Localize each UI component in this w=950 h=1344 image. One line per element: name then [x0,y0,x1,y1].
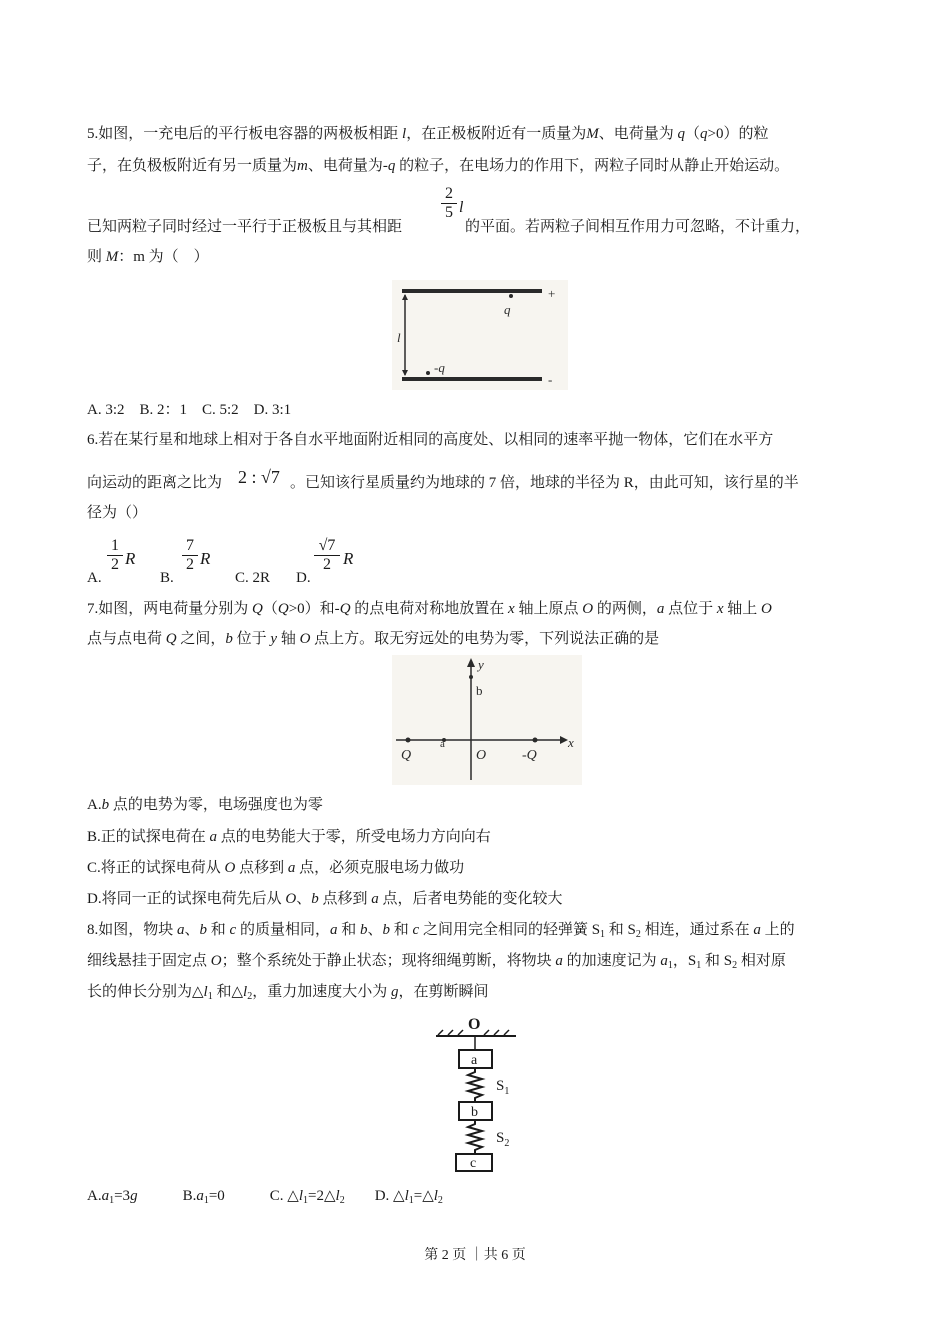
q8-line3: 长的伸长分别为$\triangle l_1$ 和$\triangle l_2$，重力加速度大小为 g，在剪断瞬间 [87,984,489,1002]
O-label: O [468,1016,481,1033]
q5-capacitor-figure [392,280,568,390]
q6-optD-label: D. [296,570,311,586]
q6-optB-R: R [200,549,211,568]
q7-optA: A.b 点的电势为零，电场强度也为零 [87,797,323,813]
spring-s2 [468,1120,482,1154]
y-label: y [478,657,484,672]
q8-options: $A.a_1=3g$ $B.a_1=0$ C. $\triangle l_1=2\triangle l_2$ D. $\triangle l_1=\triangle l_2$ [87,1188,443,1206]
x-label: x [568,735,574,750]
q8-spring-figure [430,1012,530,1174]
q6-line3: 径为（） [87,505,148,521]
negative-plate [402,377,542,381]
S1-subscript: 1 [504,1086,510,1097]
q8-line1: 8.如图，物块 a、b 和 c 的质量相同，a 和 b、b 和 c 之间用完全相同的轻弹簧 $S_1$ 和 $S_2$ 相连，通过系在 a 上的 [87,922,795,940]
q6-optA-R: R [125,549,136,568]
c-label: c [470,1156,477,1171]
O-label: O [476,748,487,763]
q6-optA-fraction [107,537,123,574]
q7-axes-figure [392,655,582,785]
spring-s1 [468,1068,482,1102]
numerator: 1 [111,537,119,554]
a-label: a [440,738,445,750]
q5-line1: 5.如图，一充电后的平行板电容器的两极板相距 l，在正极板附近有一质量为M、电荷量为 q（q>0）的粒 [87,126,769,142]
positive-charge-particle [509,294,513,298]
q7-optB: B.正的试探电荷在 a 点的电势能大于零，所受电场力方向向右 [87,829,491,845]
q5-fraction-variable: l [459,199,464,216]
q5-line3b: 的平面。若两粒子间相互作用力可忽略，不计重力， [465,219,811,235]
denominator: 2 [323,556,331,573]
charge-Q-point [406,738,411,743]
negative-charge-particle [426,371,430,375]
q5-options: A. 3:2 B. 2：1 C. 5:2 D. 3:1 [87,402,292,418]
neg-q-label: -q [434,360,445,375]
l-label: l [397,330,401,345]
q6-ratio: 2 : √7 [238,467,280,487]
numerator: √7 [318,537,336,554]
S2-label: S [496,1130,505,1146]
a-label: a [471,1053,478,1068]
plus-sign: + [548,286,556,301]
negQ-label: -Q [522,748,537,763]
q6-line2a: 向运动的距离之比为 [87,475,223,491]
q7-optD: D.将同一正的试探电荷先后从 O、b 点移到 a 点，后者电势能的变化较大 [87,891,563,907]
q6-optD-fraction [314,537,340,574]
q8-line2: 细线悬挂于固定点 O；整个系统处于静止状态；现将细绳剪断，将物块 a 的加速度记为 $a_1$，$S_1$ 和 $S_2$ 相对原 [87,953,786,971]
q5-line4: 则 M：m 为（ ） [87,249,209,265]
q5-line2: 子，在负极板附近有另一质量为m、电荷量为-q 的粒子，在电场力的作用下，两粒子同时从静止开始运动。 [87,158,790,174]
positive-plate [402,289,542,293]
q6-line1: 6.若在某行星和地球上相对于各自水平地面附近相同的高度处、以相同的速率平抛一物体，它们在水平方 [87,432,774,448]
page-footer: 第 2 页 ｜共 6 页 [424,1248,526,1263]
b-label: b [471,1105,478,1120]
q5-fraction [441,185,457,222]
q7-optC: C.将正的试探电荷从 O 点移到 a 点，必须克服电场力做功 [87,860,465,876]
q6-optC: C. 2R [235,570,271,586]
Q-label: Q [401,748,412,763]
q5-fraction-denominator: 5 [445,204,453,221]
svg-text:S1 [496,1078,509,1097]
q6-line2b: 。已知该行星质量约为地球的 7 倍，地球的半径为 R，由此可知，该行星的半 [290,475,799,491]
charge-negQ-point [533,738,538,743]
S2-subscript: 2 [504,1138,510,1149]
q5-fraction-numerator: 2 [445,185,453,202]
numerator: 7 [186,537,194,554]
q-label: q [504,302,511,317]
q7-line2: 点与点电荷 Q 之间，b 位于 y 轴 O 点上方。取无穷远处的电势为零，下列说法正确的是 [87,631,660,647]
minus-sign: - [548,372,553,387]
b-label: b [476,683,483,698]
denominator: 2 [186,556,194,573]
q6-optB-fraction [182,537,198,574]
q5-line3a: 已知两粒子同时经过一平行于正极板且与其相距 [87,219,403,235]
S1-label: S [496,1078,505,1094]
svg-text:S2 [496,1130,509,1149]
q6-optA-label: A. [87,570,102,586]
q6-optB-label: B. [160,570,174,586]
q7-line1: 7.如图，两电荷量分别为 Q（Q>0）和-Q 的点电荷对称地放置在 x 轴上原点 O 的两侧，a 点位于 x 轴上 O [87,601,772,617]
point-b [469,675,473,679]
q6-optD-R: R [343,549,354,568]
denominator: 2 [111,556,119,573]
